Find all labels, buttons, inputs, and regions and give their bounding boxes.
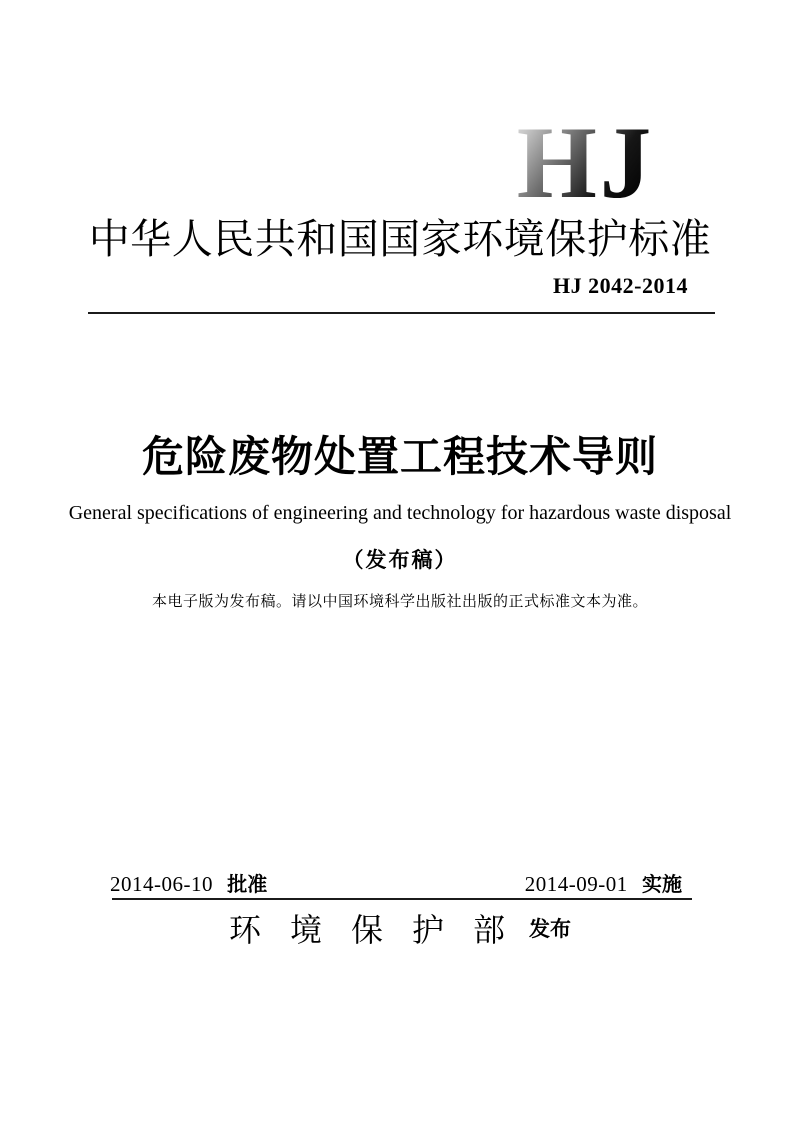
approval-date-item — [110, 868, 267, 897]
approval-label: 批准 — [227, 874, 268, 896]
implementation-date-item — [525, 868, 682, 897]
document-title-cn: 危险废物处置工程技术导则 — [141, 433, 658, 480]
issuer-row — [0, 905, 800, 951]
footer-divider — [112, 898, 692, 900]
issuer-name: 环境保护部 — [228, 912, 534, 948]
implementation-date: 2014-09-01 — [524, 872, 628, 896]
draft-version-label: （发布稿） — [342, 549, 458, 572]
standard-number: HJ 2042-2014 — [553, 273, 688, 298]
document-title-en: General specifications of engineering and technology for hazardous waste disposal — [68, 502, 732, 524]
header-divider — [88, 312, 715, 314]
electronic-version-notice: 本电子版为发布稿。请以中国环境科学出版社出版的正式标准文本为准。 — [151, 594, 648, 610]
implementation-label: 实施 — [642, 874, 682, 896]
dates-row — [110, 868, 682, 897]
standard-org-title: 中华人民共和国国家环境保护标准 — [88, 216, 712, 262]
approval-date: 2014-06-10 — [110, 872, 213, 896]
hj-logo: HJ — [498, 112, 673, 215]
publish-label: 发布 — [529, 918, 571, 941]
